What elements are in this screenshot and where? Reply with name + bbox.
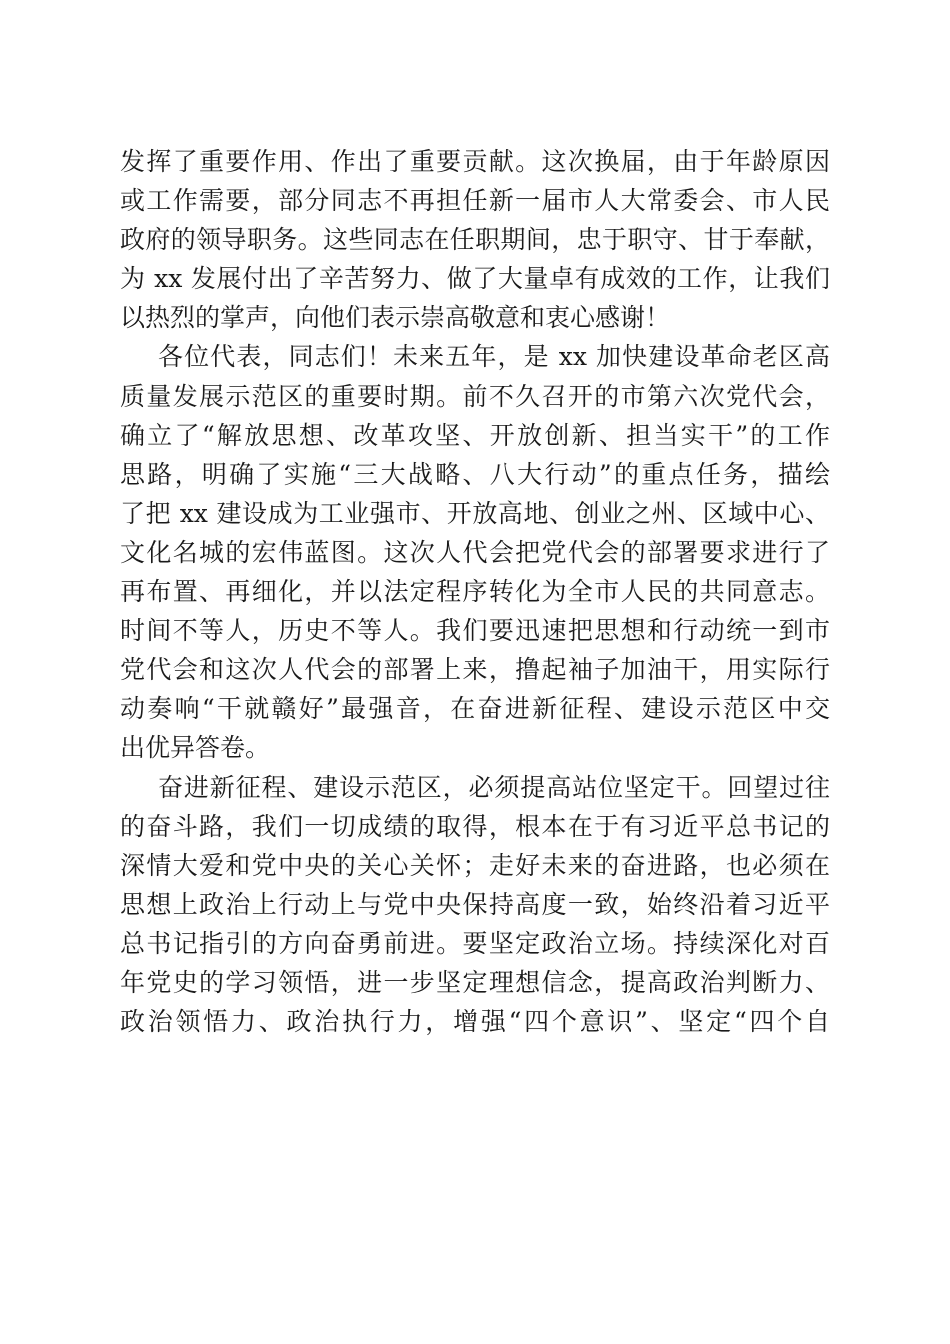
document-body: [120, 142, 830, 1041]
paragraph-2-line-8: 时间不等人，历史不等人。我们要迅速把思想和行动统一到市: [120, 616, 830, 646]
paragraph-3-line-3: 深情大爱和党中央的关心关怀；走好未来的奋进路，也必须在: [120, 850, 830, 880]
paragraph-1-line-1: 发挥了重要作用、作出了重要贡献。这次换届，由于年龄原因: [120, 147, 830, 176]
paragraph-2-line-11: 出优异答卷。: [120, 733, 271, 763]
paragraph-2-line-2: 质量发展示范区的重要时期。前不久召开的市第六次党代会，: [120, 381, 830, 411]
paragraph-2-line-9: 党代会和这次人代会的部署上来，撸起袖子加油干，用实际行: [120, 655, 830, 685]
paragraph-3-line-1: 奋进新征程、建设示范区，必须提高站位坚定干。回望过往: [158, 772, 830, 802]
paragraph-2-line-7: 再布置、再细化，并以法定程序转化为全市人民的共同意志。: [120, 577, 830, 607]
paragraph-2-line-5: 了把 xx 建设成为工业强市、开放高地、创业之州、区域中心、: [120, 498, 830, 528]
paragraph-3-line-4: 思想上政治上行动上与党中央保持高度一致，始终沿着习近平: [120, 889, 830, 919]
paragraph-1-line-3: 政府的领导职务。这些同志在任职期间，忠于职守、甘于奉献，: [120, 225, 830, 255]
paragraph-1-line-4: 为 xx 发展付出了辛苦努力、做了大量卓有成效的工作，让我们: [120, 264, 830, 294]
paragraph-3-line-2: 的奋斗路，我们一切成绩的取得，根本在于有习近平总书记的: [120, 811, 830, 841]
paragraph-2-line-3: 确立了“解放思想、改革攻坚、开放创新、担当实干”的工作: [120, 420, 830, 450]
paragraph-1-line-5: 以热烈的掌声，向他们表示崇高敬意和衷心感谢！: [120, 303, 671, 333]
paragraph-2-line-6: 文化名城的宏伟蓝图。这次人代会把党代会的部署要求进行了: [120, 537, 830, 567]
paragraph-3-line-6: 年党史的学习领悟，进一步坚定理想信念，提高政治判断力、: [120, 967, 830, 997]
paragraph-3-line-5: 总书记指引的方向奋勇前进。要坚定政治立场。持续深化对百: [120, 928, 830, 958]
paragraph-2-line-4: 思路，明确了实施“三大战略、八大行动”的重点任务，描绘: [120, 459, 830, 489]
paragraph-2-line-10: 动奏响“干就赣好”最强音，在奋进新征程、建设示范区中交: [120, 694, 830, 724]
paragraph-1-line-2: 或工作需要，部分同志不再担任新一届市人大常委会、市人民: [120, 186, 830, 216]
paragraph-3-line-7: 政治领悟力、政治执行力，增强“四个意识”、坚定“四个自: [120, 1007, 830, 1037]
paragraph-2-line-1: 各位代表，同志们！未来五年，是 xx 加快建设革命老区高: [158, 342, 830, 372]
